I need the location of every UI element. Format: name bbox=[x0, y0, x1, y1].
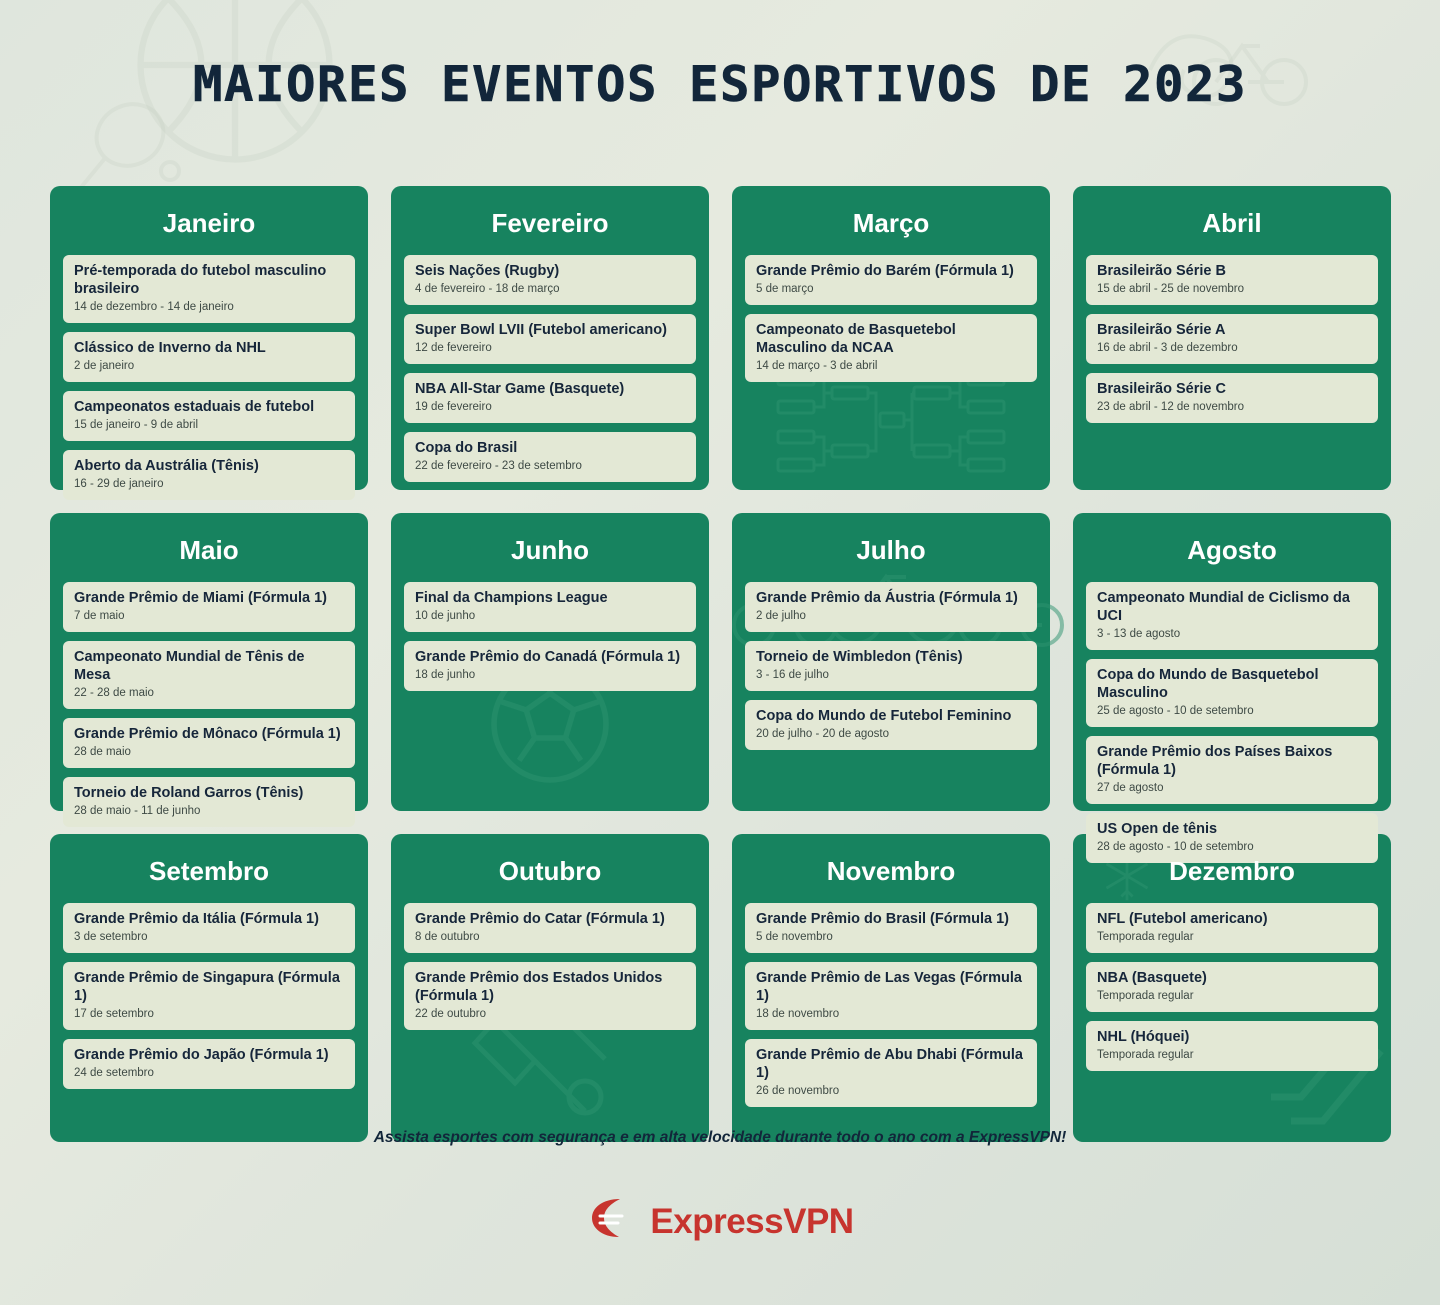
month-title: Maio bbox=[179, 535, 239, 565]
event-date: 22 de fevereiro - 23 de setembro bbox=[415, 459, 582, 472]
event-name: Brasileirão Série C bbox=[1097, 380, 1226, 397]
month-card-janeiro bbox=[50, 186, 368, 490]
event-date: 26 de novembro bbox=[756, 1085, 840, 1098]
event-name: Campeonatos estaduais de futebol bbox=[74, 398, 315, 415]
event-date: 3 - 13 de agosto bbox=[1097, 628, 1181, 641]
event-date: 23 de abril - 12 de novembro bbox=[1097, 400, 1245, 413]
event-name: Brasileirão Série A bbox=[1097, 321, 1226, 338]
event-date: 24 de setembro bbox=[74, 1067, 154, 1080]
month-title: Novembro bbox=[826, 856, 956, 886]
event-item[interactable] bbox=[63, 1039, 355, 1089]
event-item[interactable] bbox=[745, 700, 1037, 750]
month-title: Março bbox=[852, 208, 930, 238]
event-name: NBA (Basquete) bbox=[1097, 969, 1207, 986]
event-name: Campeonato de Basquetebol Masculino da NCAA bbox=[756, 321, 956, 357]
event-item[interactable] bbox=[404, 432, 696, 482]
event-item[interactable] bbox=[1086, 1021, 1378, 1071]
event-name: Torneio de Roland Garros (Tênis) bbox=[74, 784, 304, 801]
month-title: Agosto bbox=[1187, 535, 1277, 565]
event-name: Grande Prêmio do Barém (Fórmula 1) bbox=[756, 263, 1014, 279]
event-date: 10 de junho bbox=[415, 610, 476, 623]
footer-note: Assista esportes com segurança e em alta velocidade durante todo o ano com a ExpressVPN! bbox=[373, 1129, 1067, 1146]
event-item[interactable] bbox=[1086, 962, 1378, 1012]
event-item[interactable] bbox=[745, 962, 1037, 1030]
event-date: 8 de outubro bbox=[415, 931, 480, 944]
month-title: Setembro bbox=[149, 856, 269, 886]
event-list bbox=[1086, 255, 1378, 423]
event-name: Grande Prêmio de Singapura (Fórmula 1) bbox=[74, 969, 340, 1005]
tournament-bracket-icon bbox=[776, 367, 1006, 482]
event-name: Pré-temporada do futebol masculino brasileiro bbox=[74, 263, 327, 298]
event-date: 5 de março bbox=[756, 283, 814, 296]
event-date: 27 de agosto bbox=[1097, 782, 1164, 795]
event-date: Temporada regular bbox=[1097, 990, 1194, 1003]
event-item[interactable] bbox=[404, 314, 696, 364]
month-card-junho bbox=[391, 513, 709, 811]
event-name: Grande Prêmio de Abu Dhabi (Fórmula 1) bbox=[756, 1046, 1023, 1082]
event-name: Grande Prêmio de Miami (Fórmula 1) bbox=[74, 590, 327, 606]
months-grid bbox=[50, 186, 1390, 1142]
month-title: Dezembro bbox=[1169, 856, 1295, 886]
event-date: 2 de julho bbox=[756, 610, 806, 623]
event-item[interactable] bbox=[404, 582, 696, 632]
event-date: 25 de agosto - 10 de setembro bbox=[1097, 705, 1254, 718]
event-name: Grande Prêmio dos Países Baixos (Fórmula 1) bbox=[1097, 744, 1333, 779]
event-item[interactable] bbox=[63, 391, 355, 441]
event-name: Campeonato Mundial de Ciclismo da UCI bbox=[1097, 590, 1350, 625]
event-list bbox=[404, 903, 696, 1030]
event-date: 15 de abril - 25 de novembro bbox=[1097, 283, 1245, 296]
event-name: Grande Prêmio do Japão (Fórmula 1) bbox=[74, 1046, 329, 1063]
month-title: Fevereiro bbox=[491, 208, 609, 238]
event-item[interactable] bbox=[745, 582, 1037, 632]
month-title: Outubro bbox=[498, 856, 602, 886]
event-list bbox=[1086, 903, 1378, 1071]
month-title: Junho bbox=[511, 535, 589, 565]
month-title: Julho bbox=[856, 535, 926, 565]
event-date: 18 de novembro bbox=[756, 1008, 840, 1021]
event-item[interactable] bbox=[63, 777, 355, 827]
event-item[interactable] bbox=[63, 332, 355, 382]
event-name: Campeonato Mundial de Tênis de Mesa bbox=[74, 648, 305, 684]
brand-name: ExpressVPN bbox=[650, 1201, 854, 1241]
event-name: Torneio de Wimbledon (Tênis) bbox=[756, 648, 963, 665]
event-item[interactable] bbox=[63, 903, 355, 953]
event-name: NFL (Futebol americano) bbox=[1097, 911, 1268, 927]
event-list bbox=[63, 255, 355, 500]
event-name: NHL (Hóquei) bbox=[1097, 1028, 1190, 1045]
expressvpn-mark-icon bbox=[586, 1196, 638, 1247]
event-name: Clássico de Inverno da NHL bbox=[74, 340, 266, 357]
month-card-marco bbox=[732, 186, 1050, 490]
event-list bbox=[745, 903, 1037, 1107]
event-item[interactable] bbox=[404, 373, 696, 423]
event-name: Grande Prêmio da Itália (Fórmula 1) bbox=[74, 911, 319, 927]
event-item[interactable] bbox=[63, 255, 355, 323]
event-list bbox=[745, 582, 1037, 750]
expressvpn-logo bbox=[0, 1196, 1440, 1247]
event-date: 17 de setembro bbox=[74, 1008, 154, 1021]
event-item[interactable] bbox=[1086, 314, 1378, 364]
month-title: Janeiro bbox=[162, 208, 256, 238]
event-name: Copa do Mundo de Futebol Feminino bbox=[756, 707, 1012, 724]
event-item[interactable] bbox=[745, 255, 1037, 305]
event-item[interactable] bbox=[63, 582, 355, 632]
event-item[interactable] bbox=[404, 962, 696, 1030]
event-item[interactable] bbox=[404, 255, 696, 305]
event-item[interactable] bbox=[404, 903, 696, 953]
event-item[interactable] bbox=[404, 641, 696, 691]
event-date: 7 de maio bbox=[74, 610, 125, 623]
month-card-setembro bbox=[50, 834, 368, 1142]
event-name: Final da Champions League bbox=[415, 590, 608, 606]
event-date: 28 de maio bbox=[74, 746, 131, 759]
event-date: 19 de fevereiro bbox=[415, 400, 492, 413]
month-card-abril bbox=[1073, 186, 1391, 490]
event-date: Temporada regular bbox=[1097, 931, 1194, 944]
event-name: Seis Nações (Rugby) bbox=[415, 263, 560, 279]
event-date: 22 - 28 de maio bbox=[74, 687, 154, 700]
event-date: 28 de maio - 11 de junho bbox=[74, 805, 201, 818]
event-date: 28 de agosto - 10 de setembro bbox=[1097, 841, 1254, 854]
event-date: 18 de junho bbox=[415, 669, 476, 682]
event-list bbox=[1086, 582, 1378, 863]
event-item[interactable] bbox=[745, 641, 1037, 691]
event-list bbox=[745, 255, 1037, 382]
month-card-outubro bbox=[391, 834, 709, 1142]
event-date: 20 de julho - 20 de agosto bbox=[756, 727, 889, 740]
event-item[interactable] bbox=[63, 450, 355, 500]
event-item[interactable] bbox=[1086, 373, 1378, 423]
event-item[interactable] bbox=[1086, 659, 1378, 727]
event-date: 3 de setembro bbox=[74, 931, 148, 944]
event-name: Brasileirão Série B bbox=[1097, 263, 1226, 279]
event-item[interactable] bbox=[745, 314, 1037, 382]
event-name: Grande Prêmio de Mônaco (Fórmula 1) bbox=[74, 725, 341, 742]
event-name: Super Bowl LVII (Futebol americano) bbox=[415, 321, 667, 338]
event-item[interactable] bbox=[1086, 582, 1378, 650]
month-card-novembro bbox=[732, 834, 1050, 1142]
event-item[interactable] bbox=[1086, 903, 1378, 953]
event-item[interactable] bbox=[63, 641, 355, 709]
event-name: NBA All-Star Game (Basquete) bbox=[415, 380, 625, 397]
page-title: MAIORES EVENTOS ESPORTIVOS DE 2023 bbox=[192, 56, 1248, 113]
event-date: 22 de outubro bbox=[415, 1008, 486, 1021]
event-date: 14 de março - 3 de abril bbox=[756, 360, 878, 373]
month-title: Abril bbox=[1202, 208, 1262, 238]
month-card-agosto bbox=[1073, 513, 1391, 854]
event-name: Grande Prêmio da Áustria (Fórmula 1) bbox=[756, 590, 1018, 606]
event-date: 16 - 29 de janeiro bbox=[74, 478, 164, 491]
event-item[interactable] bbox=[745, 903, 1037, 953]
event-date: 15 de janeiro - 9 de abril bbox=[74, 419, 199, 432]
event-item[interactable] bbox=[745, 1039, 1037, 1107]
event-item[interactable] bbox=[1086, 255, 1378, 305]
event-list bbox=[404, 582, 696, 691]
event-item[interactable] bbox=[63, 962, 355, 1030]
event-name: Aberto da Austrália (Tênis) bbox=[74, 457, 259, 474]
event-name: Grande Prêmio do Brasil (Fórmula 1) bbox=[756, 911, 1009, 927]
event-item[interactable] bbox=[1086, 736, 1378, 804]
event-date: 2 de janeiro bbox=[74, 360, 135, 373]
month-card-maio bbox=[50, 513, 368, 818]
event-date: Temporada regular bbox=[1097, 1048, 1194, 1061]
event-date: 4 de fevereiro - 18 de março bbox=[415, 283, 560, 296]
event-name: US Open de tênis bbox=[1097, 821, 1218, 838]
event-date: 5 de novembro bbox=[756, 931, 833, 944]
event-list bbox=[404, 255, 696, 482]
event-date: 12 de fevereiro bbox=[415, 342, 492, 355]
event-item[interactable] bbox=[63, 718, 355, 768]
event-name: Grande Prêmio de Las Vegas (Fórmula 1) bbox=[756, 969, 1022, 1005]
month-card-fevereiro bbox=[391, 186, 709, 490]
event-list bbox=[63, 582, 355, 827]
event-date: 16 de abril - 3 de dezembro bbox=[1097, 342, 1238, 355]
event-date: 14 de dezembro - 14 de janeiro bbox=[74, 301, 234, 314]
event-name: Grande Prêmio do Canadá (Fórmula 1) bbox=[415, 648, 681, 665]
month-card-julho bbox=[732, 513, 1050, 811]
event-list bbox=[63, 903, 355, 1089]
event-name: Grande Prêmio do Catar (Fórmula 1) bbox=[415, 911, 665, 927]
event-name: Copa do Brasil bbox=[415, 439, 518, 456]
event-date: 3 - 16 de julho bbox=[756, 669, 829, 682]
event-name: Copa do Mundo de Basquetebol Masculino bbox=[1097, 667, 1319, 702]
event-name: Grande Prêmio dos Estados Unidos (Fórmula 1) bbox=[415, 969, 663, 1005]
month-card-dezembro bbox=[1073, 834, 1391, 1142]
